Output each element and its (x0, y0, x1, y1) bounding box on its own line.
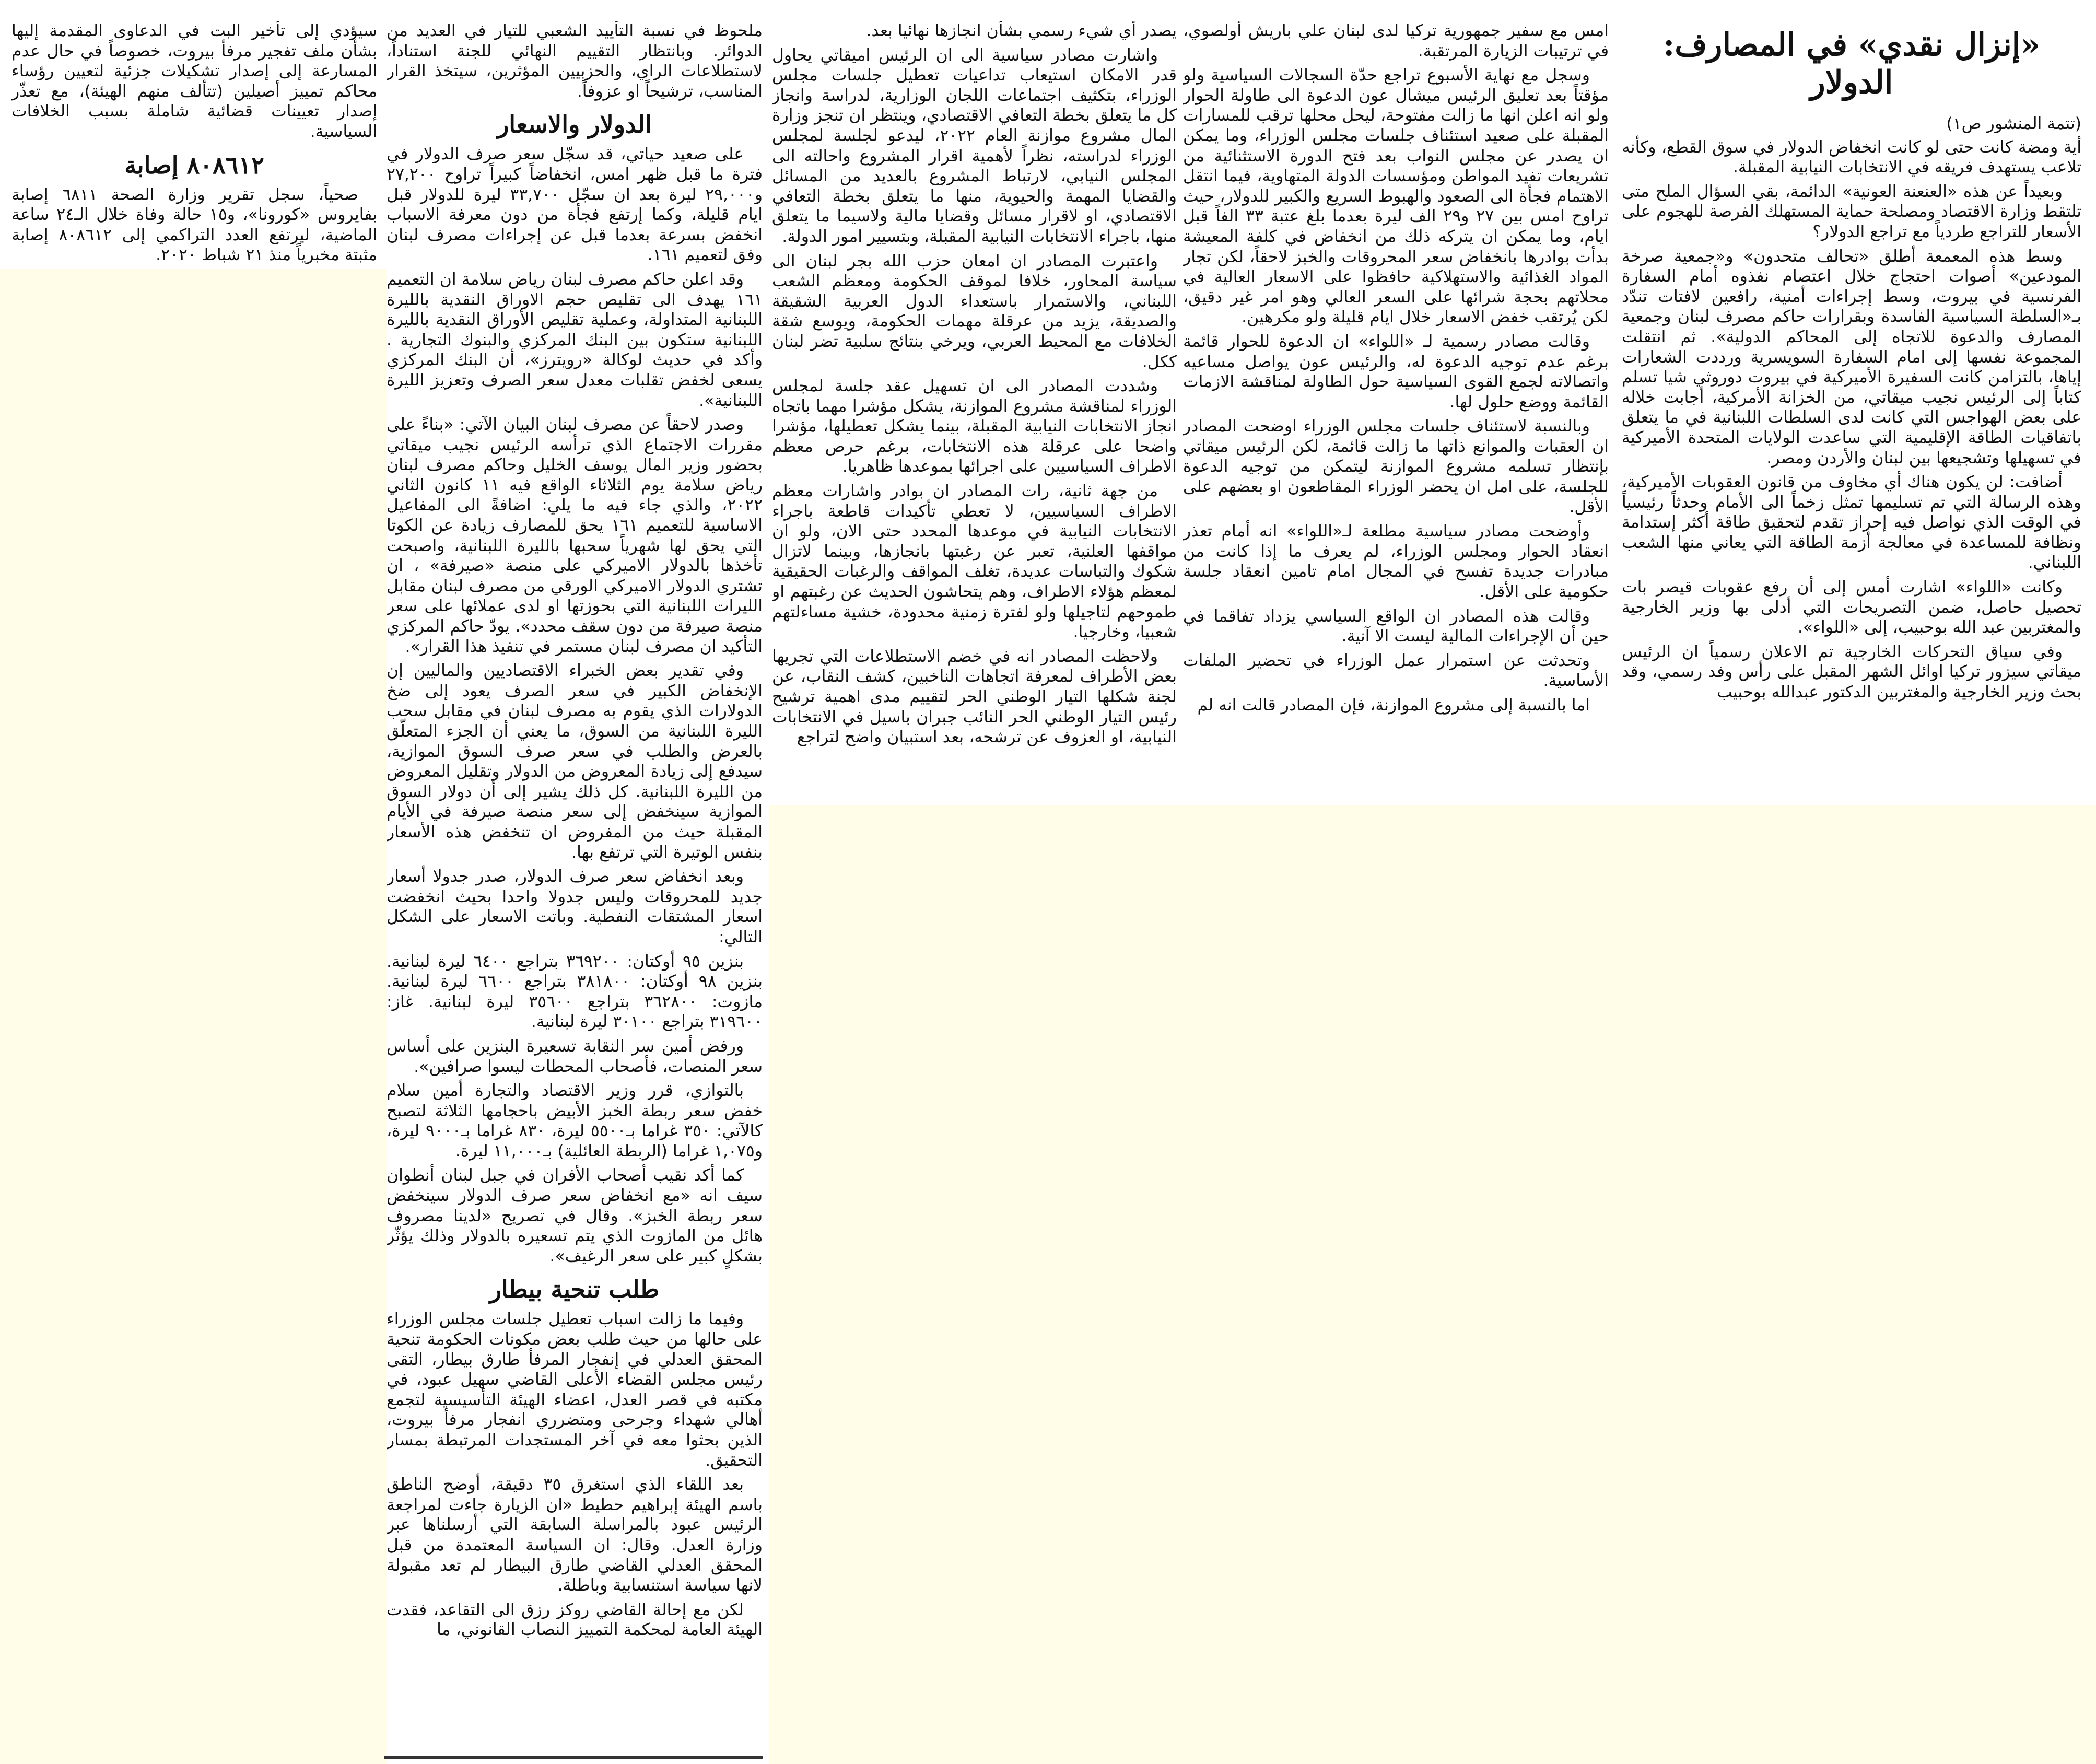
paragraph: وسط هذه المعمعة أطلق «تحالف متحدون» و«جمعية صرخة المودعين» أصوات احتجاج خلال اعتصام نفذوه أمام السفارة الفرنسية في بيروت، وسط إجراءات أمنية، رافعين لافتات تندّد بـ«السلطة السياسية الفاسدة وبقرارات حاكم مصرف لبنان وجمعية المصارف والدعوة للاتجاه إلى المحاكم الدولية». ثم انتقلت المجموعة نفسها إلى امام السفارة السويسرية ورددت الشعارات إياها، بالتزامن كانت السفيرة الأميركية في بيروت دوروثي شيا تسلم كتاباً إلى الرئيس نجيب ميقاتي، من الخزانة الأمركية، أجابت خلاله على بعض الهواجس التي كانت لدى السلطات اللبنانية في ما يتعلق باتفاقيات الطاقة الإقليمية التي ساعدت الولايات المتحدة الأميركية في تسهيلها وتشجيعها بين لبنان والأردن ومصر. (1622, 247, 2081, 468)
yellow-background-left (0, 269, 387, 1764)
paragraph: وأوضحت مصادر سياسية مطلعة لـ«اللواء» انه أمام تعذر انعقاد الحوار ومجلس الوزراء، لم يعرف ما إذا كانت من مبادرات جديدة تفسح في المجال امام تامين انعقاد جلسة حكومية على الأقل. (1183, 522, 1609, 602)
paragraph: وفي سياق التحركات الخارجية تم الاعلان رسمياً ان الرئيس ميقاتي سيزور تركيا اوائل الشهر المقبل على رأس وفد رسمي، وقد بحث وزير الخارجية والمغتربين الدكتور عبدالله بوحبيب (1622, 642, 2081, 702)
paragraph: على صعيد حياتي، قد سجّل سعر صرف الدولار في فترة ما قبل ظهر امس، انخفاضاً كبيراً تراوح ٢٧,٢٠٠ و٢٩,٠٠٠ ليرة بعد ان سجّل ٣٣,٧٠٠ ليرة للدولار قبل ايام قليلة، وكما إرتفع فجأة من دون معرفة الاسباب انخفض بسرعة بعدما قبل عن إجراءات مصرف لبنان وفق لتعميم ١٦١. (387, 145, 763, 265)
article-column-3 (772, 21, 1177, 789)
article-title: «إنزال نقدي» في المصارف: الدولار (1663, 27, 2040, 101)
subheading-covid: ٨٠٨٦١٢ إصابة (124, 150, 264, 179)
paragraph: واعتبرت المصادر ان امعان حزب الله بجر لبنان الى سياسة المحاور، خلافا لموقف الحكومة ومعظم الشعب اللبناني، والاستمرار باستعداء الدول العربية الشقيقة والصديقة، يزيد من عرقلة مهمات الحكومة، ويوسع شقة الخلافات مع المحيط العربي، ويرخي بنتائج سلبية تضر لبنان ككل. (772, 251, 1177, 371)
paragraph: وشددت المصادر الى ان تسهيل عقد جلسة لمجلس الوزراء لمناقشة مشروع الموازنة، يشكل مؤشرا مهما باتجاه انجاز الانتخابات النيابية المقبلة، بينما يشكل تعطيلها، مؤشرا واضحا على عرقلة هذه الانتخابات، برغم حرص معظم الاطراف السياسيين على اجرائها بموعدها ظاهريا. (772, 377, 1177, 476)
subheading-dollar-prices: الدولار والاسعار (497, 110, 652, 139)
yellow-background-right (769, 805, 2096, 1764)
paragraph: ولاحظت المصادر انه في خضم الاستطلاعات التي تجريها بعض الأطراف لمعرفة اتجاهات الناخبين، كشف النقاب، عن لجنة شكلها التيار الوطني الحر لتقييم مدى اهمية ترشيح رئيس التيار الوطني الحر النائب جبران باسيل في الانتخابات النيابية، او العزوف عن ترشحه، بعد استبيان واضح لتراجع (772, 647, 1177, 747)
paragraph: اما بالنسبة إلى مشروع الموازنة، فإن المصادر قالت انه لم (1197, 696, 1590, 715)
paragraph: لكن مع إحالة القاضي روكز رزق الى التقاعد، فقدت الهيئة العامة لمحكمة التمييز النصاب القانوني، ما (387, 1600, 763, 1640)
continued-note: (تتمة المنشور ص١) (1946, 114, 2081, 133)
paragraph: وقالت مصادر رسمية لـ «اللواء» ان الدعوة للحوار قائمة برغم عدم توجيه الدعوة له، والرئيس عون يواصل مساعيه واتصالاته لجمع القوى السياسية حول الطاولة لمناقشة الازمات القائمة ووضع حلول لها. (1183, 332, 1609, 412)
article-column-2 (1183, 21, 1609, 763)
paragraph: وفيما ما زالت اسباب تعطيل جلسات مجلس الوزراء على حالها من حيث طلب بعض مكونات الحكومة تنحية المحقق العدلي في إنفجار المرفأ طارق بيطار، التقى رئيس مجلس القضاء الأعلى القاضي سهيل عبود، في مكتبه في قصر العدل، اعضاء الهيئة التأسيسية لتجمع أهالي شهداء وجرحى ومتضرري انفجار مرفأ بيروت، الذين بحثوا معه في آخر المستجدات المرتبطة بمسار التحقيق. (387, 1310, 763, 1470)
paragraph: بالتوازي، قرر وزير الاقتصاد والتجارة أمين سلام خفض سعر ربطة الخبز الأبيض باحجامها الثلاثة لتصبح كالآتي: ٣٥٠ غراما بـ٥٥٠٠ ليرة، ٨٣٠ غراما بـ٩٠٠٠ ليرة، و١,٠٧٥ غراما (الربطة العائلية) بـ١١,٠٠٠ ليرة. (387, 1081, 763, 1161)
paragraph: وسجل مع نهاية الأسبوع تراجع حدّة السجالات السياسية ولو مؤقتاً بعد تعليق الرئيس ميشال عون الدعوة الى طاولة الحوار ولو انه اعلن انها ما زالت مفتوحة، ليحل محلها ترقب للمسارات المقبلة على صعيد استئناف جلسات مجلس الوزراء، وما يمكن ان يصدر عن مجلس النواب بعد فتح الدورة الاستثنائية من تشريعات تفيد المواطن ومؤسسات الدولة المتهاوية، فيما انتقل الاهتمام فجأة الى الصعود والهبوط السريع والكبير للدولار، حيث تراوح امس بين ٢٧ و٢٩ الف ليرة بعدما بلغ عتبة ٣٣ الفاً قبل ايام، وما يمكن ان يتركه ذلك من انخفاض في كلفة المعيشة بدأت بوادرها بانخفاض سعر المحروقات والخبز لاحقاً، لكن تجار المواد الغذائية والاستهلاكية حافظوا على الاسعار العالية في محلاتهم بحجة شرائها على السعر العالي وهو امر غير دقيق، لكن يُرتقب خفض الاسعار خلال ايام قليلة ولو مكرهين. (1183, 66, 1609, 327)
article-column-1 (1622, 21, 2081, 784)
paragraph: ملحوظ في نسبة التأييد الشعبي للتيار في العديد من الدوائر. وبانتظار التقييم النهائي للجنة استناداً، لاستطلاعات الراي، والحزبيين المؤثرين، سيتخذ القرار المناسب، ترشيحاً او عزوفاً. (387, 21, 763, 101)
paragraph: بنزين ٩٥ أوكتان: ٣٦٩٢٠٠ بتراجع ٦٤٠٠ ليرة لبنانية. بنزين ٩٨ أوكتان: ٣٨١٨٠٠ بتراجع ٦٦٠٠ ليرة لبنانية. مازوت: ٣٦٢٨٠٠ بتراجع ٣٥٦٠٠ ليرة لبنانية. غاز: ٣١٩٦٠٠ بتراجع ٣٠١٠٠ ليرة لبنانية. (387, 952, 763, 1032)
bottom-rule (384, 1756, 763, 1759)
paragraph: وبعد انخفاض سعر صرف الدولار، صدر جدولا أسعار جديد للمحروقات وليس جدولا واحدا بحيث انخفضت اسعار المشتقات النفطية. وباتت الاسعار على الشكل التالي: (387, 867, 763, 947)
paragraph: ورفض أمين سر النقابة تسعيرة البنزين على أساس سعر المنصات، فأصحاب المحطات ليسوا صرافين». (387, 1036, 763, 1076)
paragraph: صحياً، سجل تقرير وزارة الصحة ٦٨١١ إصابة بفايروس «كورونا»، و١٥ حالة وفاة خلال الـ٢٤ ساعة الماضية، ليرتفع العدد التراكمي إلى ٨٠٨٦١٢ إصابة مثبتة مخبرياً منذ ٢١ شباط ٢٠٢٠. (11, 185, 377, 265)
paragraph: سيؤدي إلى تأخير البت في الدعاوى المقدمة إليها بشأن ملف تفجير مرفأ بيروت، خصوصاً في حال عدم المسارعة إلى إصدار تشكيلات جزئية لتعيين رؤساء محاكم تمييز أصيلين (تتألف منهم الهيئة)، مع تعذّر إصدار تعيينات قضائية شاملة بسبب الخلافات السياسية. (11, 21, 377, 141)
paragraph: أضافت: لن يكون هناك أي مخاوف من قانون العقوبات الأميركية، وهذه الرسالة التي تم تسليمها تمثل زخماً الى الأمام وحدثاً رئيسياً في الوقت الذي نواصل فيه إحراز تقدم لتحقيق طاقة أكثر إستدامة ونظافة للمساعدة في معالجة أزمة الطاقة التي يعاني منها الشعب اللبناني. (1622, 473, 2081, 573)
paragraph: وبالنسبة لاستئناف جلسات مجلس الوزراء اوضحت المصادر ان العقبات والموانع ذاتها ما زالت قائمة، لكن الرئيس ميقاتي بإنتظار تسلمه مشروع الموازنة ليتمكن من توجيه الدعوة للجلسة، على امل ان يحضر الوزراء المقاطعون او بعضهم على الأقل. (1183, 417, 1609, 517)
subheading-bitar: طلب تنحية بيطار (489, 1275, 660, 1304)
paragraph: وكانت «اللواء» اشارت أمس إلى أن رفع عقوبات قيصر بات تحصيل حاصل، ضمن التصريحات التي أدلى بها وزير الخارجية والمغتربين عبد الله بوحبيب، إلى «اللواء». (1622, 578, 2081, 637)
article-column-4 (387, 21, 763, 1760)
paragraph: وقد اعلن حاكم مصرف لبنان رياض سلامة ان التعميم ١٦١ يهدف الى تقليص حجم الاوراق النقدية بالليرة اللبنانية المتداولة، وعملية تقليص الأوراق النقدية بالليرة اللبنانية ستكون بين البنك المركزي والبنوك التجارية . وأكد في حديث لوكالة «رويترز»، أن البنك المركزي يسعى لخفض تقلبات معدل سعر الصرف وتعزيز الليرة اللبنانية». (387, 270, 763, 410)
paragraph: وبعيداً عن هذه «العنعنة العونية» الدائمة، بقي السؤال الملح متى تلتقط وزارة الاقتصاد ومصلحة حماية المستهلك الفرصة للهجوم على الأسعار للتراجع طردياً مع تراجع الدولار؟ (1622, 182, 2081, 241)
paragraph: من جهة ثانية، رات المصادر ان بوادر واشارات معظم الاطراف السياسيين، لا تعطي تأكيدات قاطعة باجراء الانتخابات النيابية في موعدها المحدد حتى الان، ولو ان مواقفها العلنية، تعبر عن رغبتها بانجازها، وبينما لاتزال شكوك والتباسات عديدة، تغلف المواقف والرغبات الحقيقية لمعظم هؤلاء الاطراف، وهم يتحاشون الحديث عن رغبتهم او طموحهم لتاجيلها ولو لفترة زمنية محدودة، خشية مساءلتهم شعبيا، وخارجيا. (772, 482, 1177, 642)
paragraph: واشارت مصادر سياسية الى ان الرئيس اميقاتي يحاول قدر الامكان استيعاب تداعيات تعطيل جلسات مجلس الوزراء، بتكثيف اجتماعات اللجان الوزارية، لدراسة وانجاز كل ما يتعلق بخطة التعافي الاقتصادي، وينتظر ان تنجز وزارة المال مشروع موازنة العام ٢٠٢٢، ليدعو لجلسة لمجلس الوزراء لدراسته، نظراً لأهمية اقرار المشروع واحالته الى المجلس النيابي، لارتباط المشروع بالعديد من المسائل والقضايا المهمة والحيوية، منها ما يتعلق بخطة التعافي الاقتصادي، او لاقرار مسائل وقضايا مالية ولاسيما ما يتعلق منها، باجراء الانتخابات النيابية المقبلة، وبتسيير امور الدولة. (772, 45, 1177, 246)
paragraph: كما أكد نقيب أصحاب الأفران في جبل لبنان أنطوان سيف انه «مع انخفاض سعر صرف الدولار سينخفض سعر ربطة الخبز». وقال في تصريح «لدينا مصروف هائل من المازوت الذي يتم تسعيره بالدولار وذلك يؤثّر بشكلٍ كبير على سعر الرغيف». (387, 1166, 763, 1266)
paragraph: امس مع سفير جمهورية تركيا لدى لبنان علي باريش أولصوي، في ترتيبات الزيارة المرتقبة. (1183, 21, 1609, 61)
paragraph: أية ومضة كانت حتى لو كانت انخفاض الدولار في سوق القطع، وكأنه تلاعب يستهدف فريقه في الانتخابات النيابية المقبلة. (1622, 137, 2081, 177)
paragraph: وقالت هذه المصادر ان الواقع السياسي يزداد تفاقما في حين أن الإجراءات المالية ليست الا آنية. (1183, 606, 1609, 646)
paragraph: يصدر أي شيء رسمي بشأن انجازها نهائيا بعد. (866, 21, 1177, 40)
paragraph: وتحدثت عن استمرار عمل الوزراء في تحضير الملفات الأساسية. (1183, 651, 1609, 691)
paragraph: وفي تقدير بعض الخبراء الاقتصاديين والماليين إن الإنخفاض الكبير في سعر الصرف يعود إلى ضخ الدولارات الذي يقوم به مصرف لبنان في مقابل سحب الليرة اللبنانية من السوق، ما يعني أن الجزء المتعلّق بالعرض والطلب في سعر صرف السوق الموازية، سيدفع إلى زيادة المعروض من الدولار وتقليل المعروض من الليرة اللبنانية. كل ذلك يشير إلى أن دولار السوق الموازية سينخفض إلى سعر منصة صيرفة في الأيام المقبلة حيث من المفروض ان تنخفض هذه الأسعار بنفس الوتيرة التي ترتفع بها. (387, 661, 763, 862)
paragraph: وصدر لاحقاً عن مصرف لبنان البيان الآتي: «بناءً على مقررات الاجتماع الذي ترأسه الرئيس نجيب ميقاتي بحضور وزير المال يوسف الخليل وحاكم مصرف لبنان رياض سلامة يوم الثلاثاء الواقع فيه ١١ كانون الثاني ٢٠٢٢، والذي جاء فيه ما يلي: اضافةً الى المفاعيل الاساسية للتعميم ١٦١ يحق للمصارف زيادة عن الكوتا التي يحق لها شهرياً سحبها بالليرة اللبنانية، واصبحت تأخذها بالدولار الاميركي على منصة «صيرفة» ، ان تشتري الدولار الاميركي الورقي من مصرف لبنان مقابل الليرات اللبنانية التي بحوزتها او لدى عملائها على سعر منصة صيرفة من دون سقف محدد». يودّ حاكم المركزي التأكيد ان مصرف لبنان مستمر في تنفيذ هذا القرار». (387, 415, 763, 656)
paragraph: بعد اللقاء الذي استغرق ٣٥ دقيقة، أوضح الناطق باسم الهيئة إبراهيم حطيط «ان الزيارة جاءت لمراجعة الرئيس عبود بالمراسلة السابقة التي أرسلناها عبر وزارة العدل. وقال: ان السياسة المعتمدة من قبل المحقق العدلي القاضي طارق البيطار لم تعد مقبولة لانها سياسة استنسابية وباطلة. (387, 1475, 763, 1595)
article-column-5 (11, 21, 377, 266)
